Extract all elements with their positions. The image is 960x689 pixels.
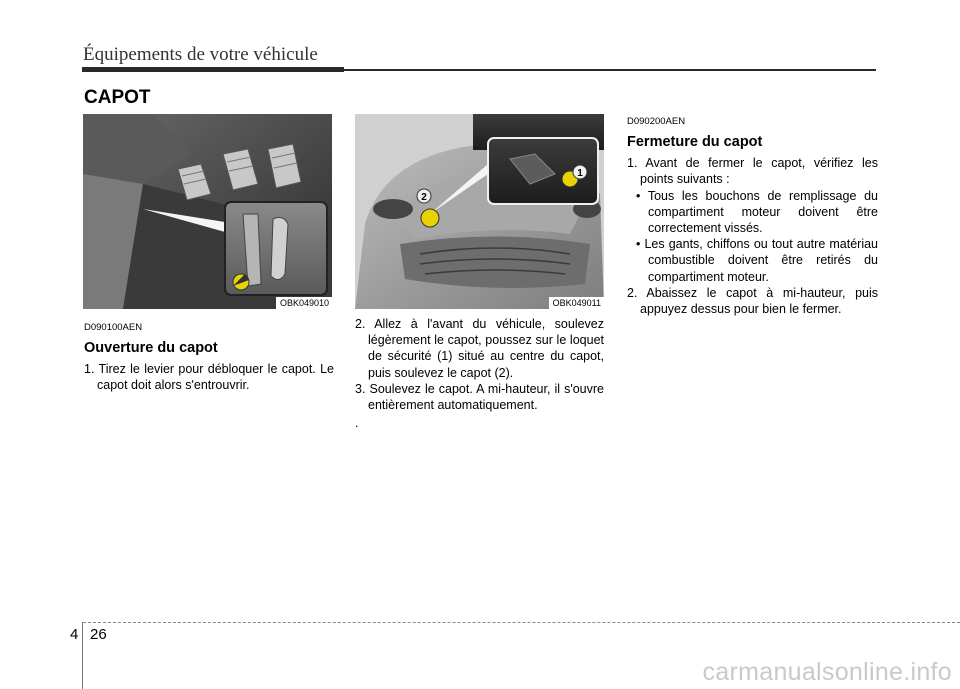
header-rule-thick xyxy=(82,67,344,72)
illustration-footwell xyxy=(83,114,332,309)
watermark: carmanualsonline.info xyxy=(702,658,952,686)
list-item: 1. Avant de fermer le capot, vérifiez les points suivants : xyxy=(627,156,878,187)
callout-2: 2 xyxy=(421,192,427,203)
footer-divider-vertical xyxy=(82,622,83,689)
subheading: Ouverture du capot xyxy=(84,340,218,357)
chapter-number: 4 xyxy=(70,626,79,643)
section-title: CAPOT xyxy=(84,87,151,108)
header-rule-thin xyxy=(344,69,876,71)
footer-divider-dashed xyxy=(83,622,960,623)
closing-section xyxy=(627,114,878,317)
figure-hood-latch xyxy=(355,114,604,309)
list-item: 1. Tirez le levier pour débloquer le capot. Le capot doit alors s'entrouvrir. xyxy=(84,362,334,393)
list-item: 2. Allez à l'avant du véhicule, soulevez légèrement le capot, poussez sur le loquet de sécurité (1) situé au centre du capot, puis soulevez le capot (2). xyxy=(355,317,604,380)
bullet-item: • Tous les bouchons de remplissage du compartiment moteur doivent être correctement vissés. xyxy=(636,188,878,236)
callout-1: 1 xyxy=(577,168,583,179)
list-item: 3. Soulevez le capot. A mi-hauteur, il s'ouvre entièrement automatiquement. xyxy=(355,381,604,413)
bullet-item: • Les gants, chiffons ou tout autre matériau combustible doivent être retirés du compartiment moteur. xyxy=(636,237,878,284)
subheading: Fermeture du capot xyxy=(627,134,763,151)
chapter-title: Équipements de votre véhicule xyxy=(83,44,318,65)
figure-hood-release-lever xyxy=(83,114,332,309)
opening-section xyxy=(84,320,334,394)
list-item: 2. Abaissez le capot à mi-hauteur, puis appuyez dessus pour bien le fermer. xyxy=(627,285,878,317)
reference-code: D090200AEN xyxy=(627,116,686,127)
reference-code: D090100AEN xyxy=(84,322,143,333)
figure-code: OBK049011 xyxy=(549,297,604,309)
opening-continued xyxy=(355,316,604,431)
figure-code: OBK049010 xyxy=(276,297,332,309)
illustration-car-front xyxy=(355,114,604,309)
trailing-period: . xyxy=(355,416,359,431)
page-number: 26 xyxy=(90,626,107,643)
